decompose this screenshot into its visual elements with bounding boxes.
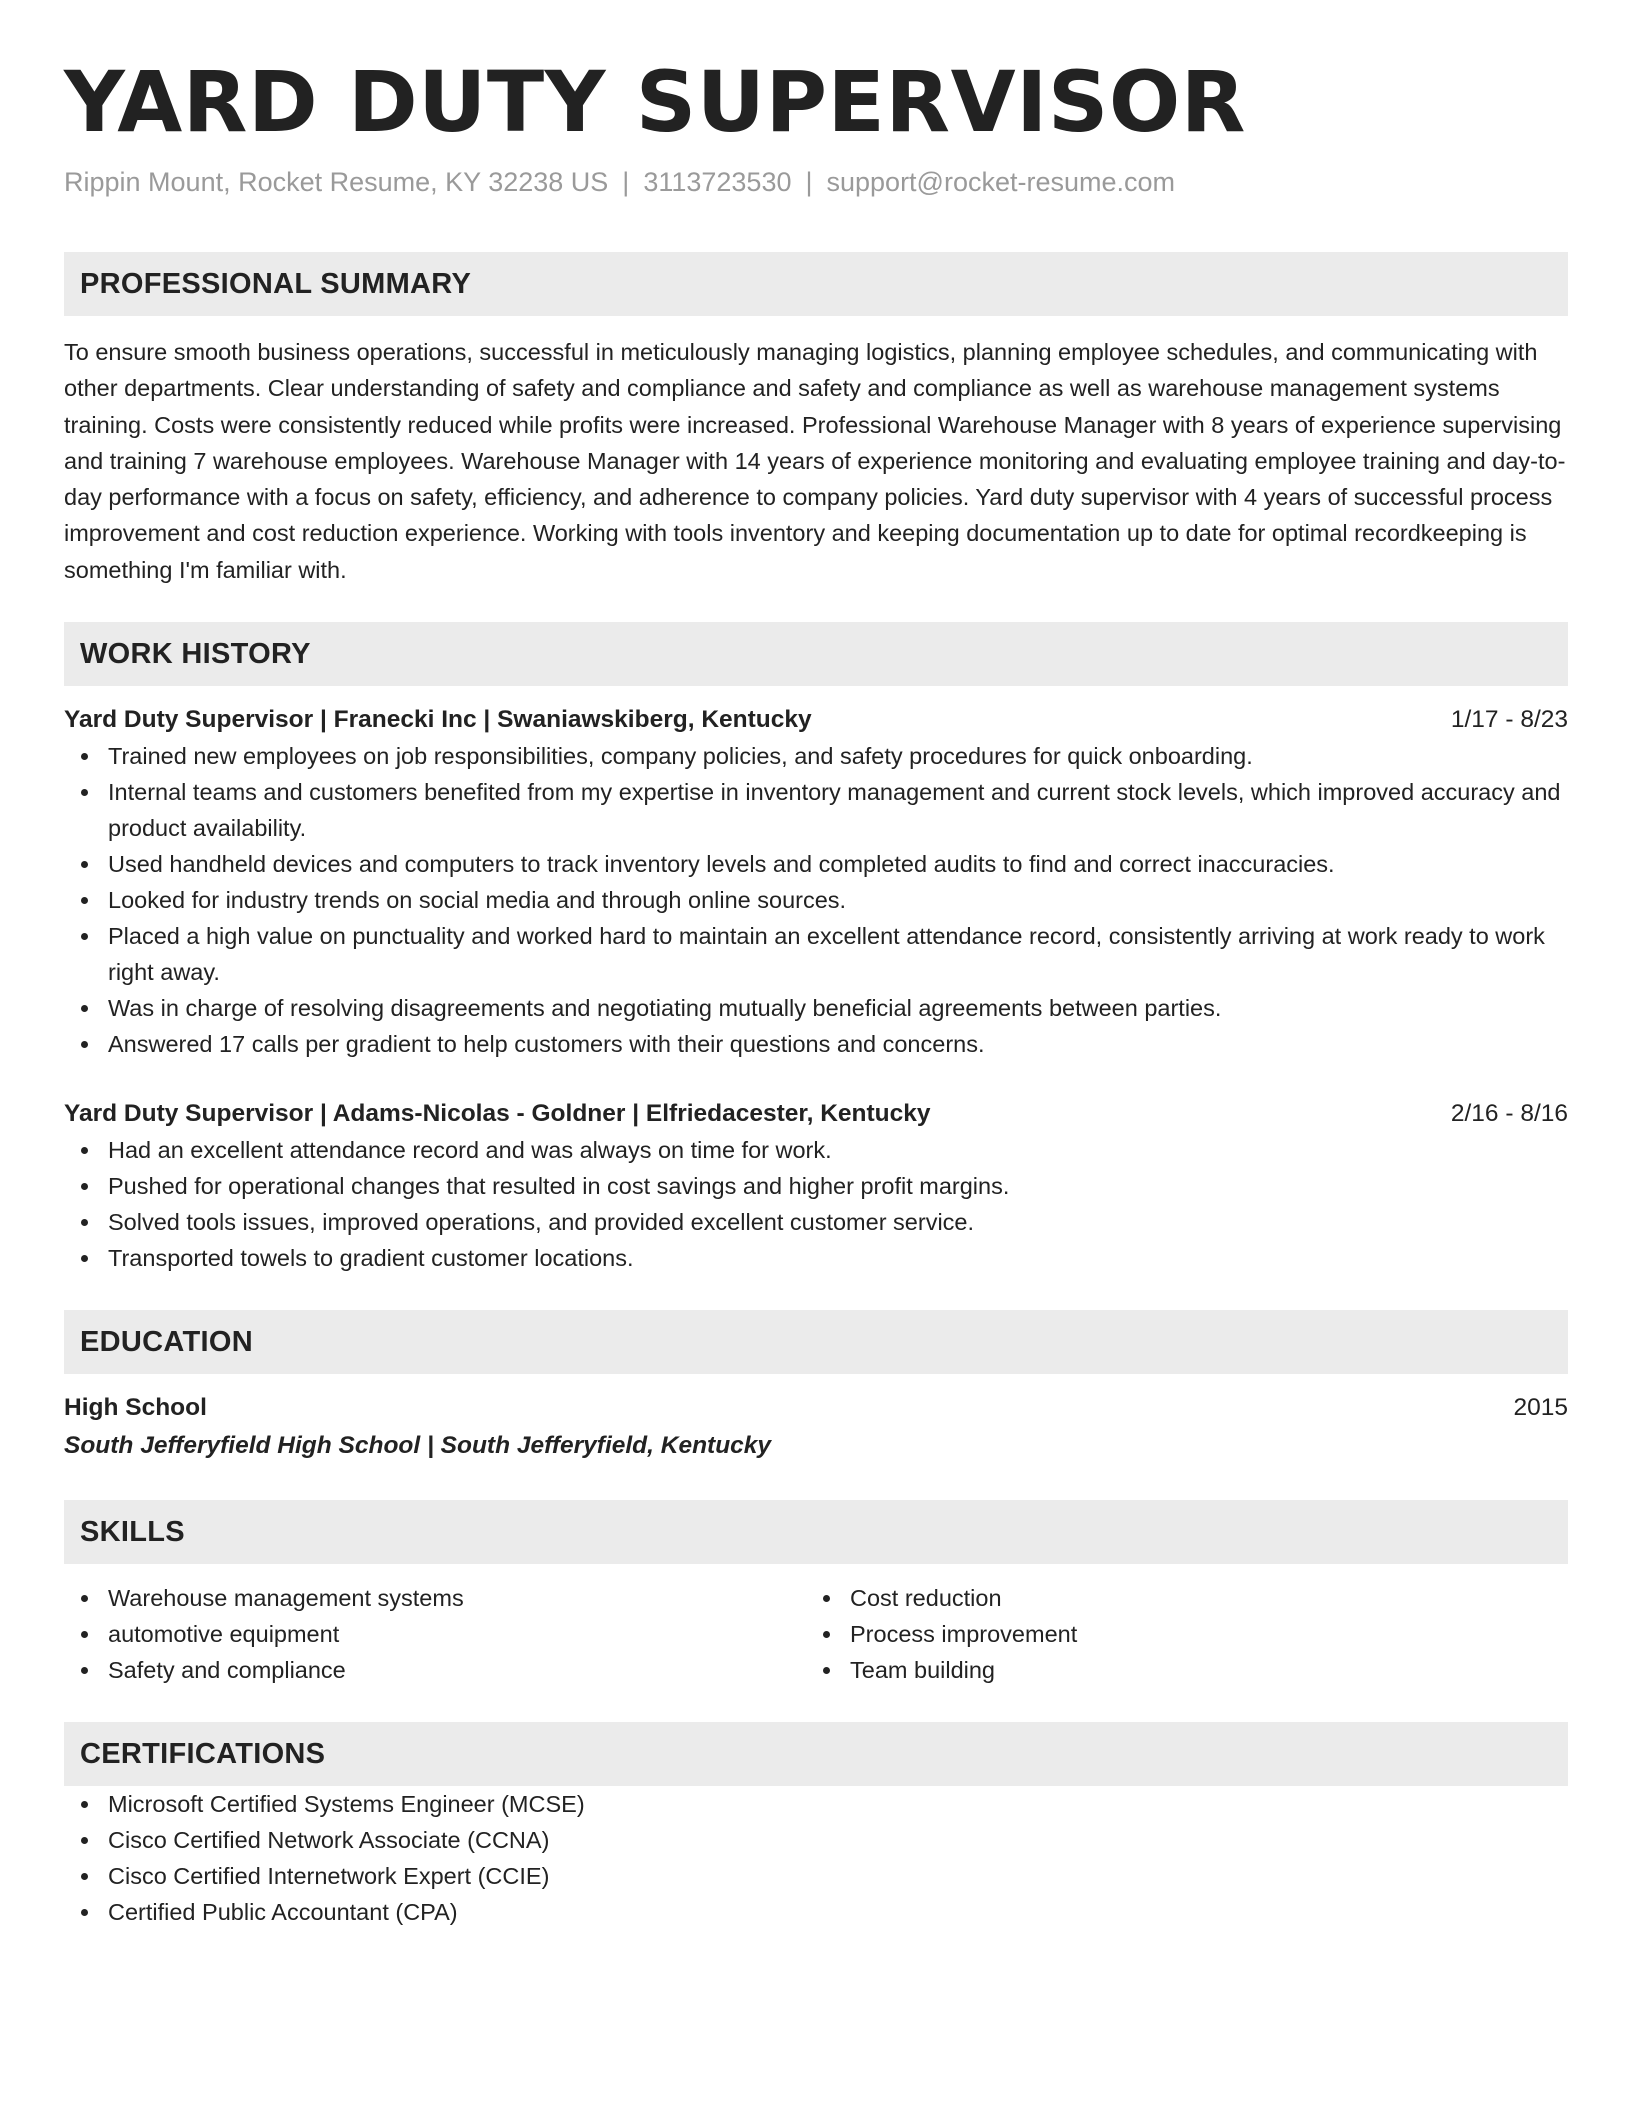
skills-column-right <box>806 1580 1548 1688</box>
list-item: Solved tools issues, improved operations, and provided excellent customer service. <box>64 1204 1568 1240</box>
section-header-summary: PROFESSIONAL SUMMARY <box>64 252 1568 316</box>
education-year: 2015 <box>1513 1394 1568 1422</box>
job-bullet-list <box>64 1132 1568 1276</box>
list-item: Answered 17 calls per gradient to help customers with their questions and concerns. <box>64 1026 1568 1062</box>
section-header-work-history: WORK HISTORY <box>64 622 1568 686</box>
skills-grid <box>64 1580 1568 1688</box>
contact-email: support@rocket-resume.com <box>826 167 1176 197</box>
job-heading <box>64 1096 1568 1132</box>
contact-separator: | <box>805 167 813 197</box>
list-item: Transported towels to gradient customer locations. <box>64 1240 1568 1276</box>
list-item: Internal teams and customers benefited from my expertise in inventory management and current stock levels, which improved accuracy and product availability. <box>64 774 1568 846</box>
job-heading <box>64 702 1568 738</box>
skill-item: Team building <box>806 1652 1548 1688</box>
skill-item: Cost reduction <box>806 1580 1548 1616</box>
job-bullet-list <box>64 738 1568 1062</box>
job-title-line: Yard Duty Supervisor | Adams-Nicolas - Goldner | Elfriedacester, Kentucky <box>64 1100 931 1128</box>
contact-address: Rippin Mount, Rocket Resume, KY 32238 US <box>64 167 609 197</box>
education-school: South Jefferyfield High School | South Jefferyfield, Kentucky <box>64 1432 772 1460</box>
section-header-certifications: CERTIFICATIONS <box>64 1722 1568 1786</box>
skill-item: Warehouse management systems <box>64 1580 806 1616</box>
skill-item: Safety and compliance <box>64 1652 806 1688</box>
list-item: Looked for industry trends on social media and through online sources. <box>64 882 1568 918</box>
list-item: Had an excellent attendance record and was always on time for work. <box>64 1132 1568 1168</box>
section-header-education: EDUCATION <box>64 1310 1568 1374</box>
education-degree: High School <box>64 1394 207 1422</box>
candidate-name: YARD DUTY SUPERVISOR <box>64 53 1246 151</box>
skill-item: automotive equipment <box>64 1616 806 1652</box>
contact-line <box>64 162 1568 202</box>
certification-item: Certified Public Accountant (CPA) <box>64 1894 1568 1930</box>
contact-phone: 3113723530 <box>643 167 792 197</box>
certification-item: Microsoft Certified Systems Engineer (MCSE) <box>64 1786 1568 1822</box>
list-item: Pushed for operational changes that resulted in cost savings and higher profit margins. <box>64 1168 1568 1204</box>
list-item: Trained new employees on job responsibilities, company policies, and safety procedures for quick onboarding. <box>64 738 1568 774</box>
job-dates: 1/17 - 8/23 <box>1450 706 1568 734</box>
job-title-line: Yard Duty Supervisor | Franecki Inc | Swaniawskiberg, Kentucky <box>64 706 812 734</box>
summary-text: To ensure smooth business operations, successful in meticulously managing logistics, planning employee schedules, and communicating with other departments. Clear understanding of safety and compliance and safety and compliance as well as warehouse management systems training. Costs were consistently reduced while profits were increased. Professional Warehouse Manager with 8 years of experience supervising and training 7 warehouse employees. Warehouse Manager with 14 years of experience monitoring and evaluating employee training and day-to-day performance with a focus on safety, efficiency, and adherence to company policies. Yard duty supervisor with 4 years of successful process improvement and cost reduction experience. Working with tools inventory and keeping documentation up to date for optimal recordkeeping is something I'm familiar with. <box>64 339 1566 583</box>
skill-item: Process improvement <box>806 1616 1548 1652</box>
certification-list <box>64 1786 1568 1930</box>
resume-page <box>64 52 1568 1930</box>
list-item: Was in charge of resolving disagreements and negotiating mutually beneficial agreements between parties. <box>64 990 1568 1026</box>
contact-separator: | <box>622 167 630 197</box>
job-dates: 2/16 - 8/16 <box>1450 1100 1568 1128</box>
certification-item: Cisco Certified Internetwork Expert (CCIE) <box>64 1858 1568 1894</box>
certification-item: Cisco Certified Network Associate (CCNA) <box>64 1822 1568 1858</box>
section-header-skills: SKILLS <box>64 1500 1568 1564</box>
list-item: Used handheld devices and computers to track inventory levels and completed audits to find and correct inaccuracies. <box>64 846 1568 882</box>
education-heading <box>64 1390 1568 1426</box>
skills-column-left <box>64 1580 806 1688</box>
list-item: Placed a high value on punctuality and worked hard to maintain an excellent attendance record, consistently arriving at work ready to work right away. <box>64 918 1568 990</box>
